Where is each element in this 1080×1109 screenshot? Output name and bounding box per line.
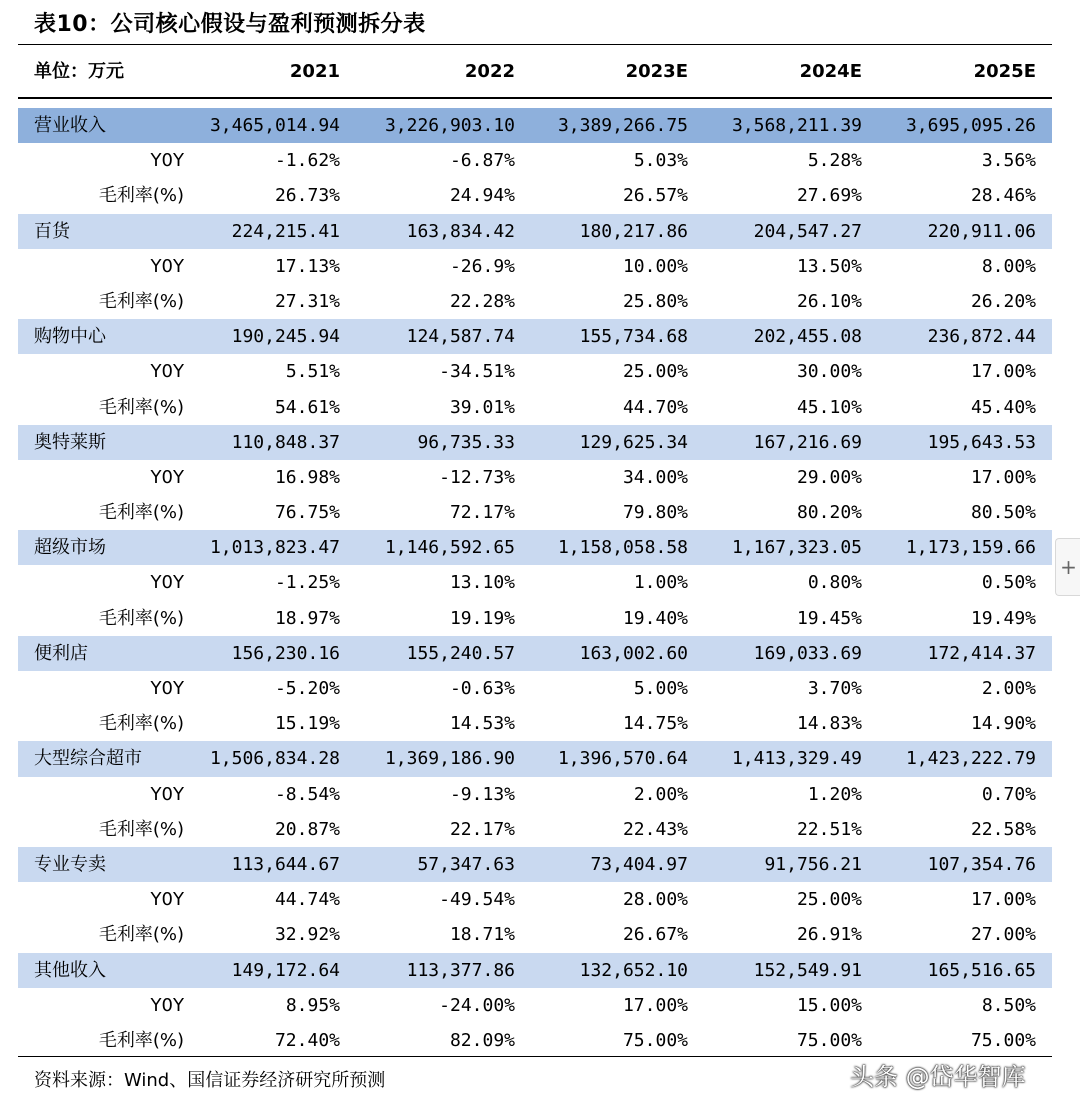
row-label: Y0Y (150, 466, 184, 488)
table-cell: 190,245.94 (231, 326, 340, 348)
table-cell: 8.50% (981, 994, 1036, 1016)
table-cell: -0.63% (449, 678, 515, 699)
table-cell: 15.19% (274, 713, 340, 735)
table-cell: 1.00% (633, 572, 688, 594)
table-cell: 169,033.69 (753, 642, 862, 664)
table-cell: 28.46% (970, 185, 1036, 207)
table-cell: 156,230.16 (231, 642, 340, 664)
table-cell: 0.80% (807, 572, 862, 594)
table-cell: 17.00% (970, 889, 1036, 911)
table-cell: 73,404.97 (590, 853, 688, 875)
table-cell: 16.98% (274, 466, 340, 488)
table-cell: 26.67% (622, 924, 688, 946)
table-cell: 3.56% (981, 150, 1036, 172)
table-cell: 5.28% (807, 150, 862, 172)
table-row-category (18, 953, 1052, 988)
table-cell: 1.20% (807, 783, 862, 805)
table-cell: 24.94% (449, 185, 515, 207)
table-cell: 14.90% (970, 713, 1036, 735)
table-row-category (18, 530, 1052, 565)
table-cell: 82.09% (449, 1029, 515, 1051)
table-row-metric (18, 143, 1052, 178)
table-cell: 72.17% (449, 502, 515, 524)
table-cell: 10.00% (622, 255, 688, 277)
table-title: 表10：公司核心假设与盈利预测拆分表 (34, 12, 426, 37)
row-label: 专业专卖 (34, 853, 106, 875)
table-row-metric (18, 1023, 1052, 1058)
plus-icon: + (1060, 555, 1077, 579)
table-row-metric (18, 917, 1052, 952)
table-cell: 29.00% (796, 466, 862, 488)
table-cell: 1,013,823.47 (209, 537, 340, 559)
table-row-metric (18, 460, 1052, 495)
row-label: 超级市场 (34, 537, 106, 559)
table-cell: 75.00% (970, 1029, 1036, 1051)
table-cell: 3,226,903.10 (384, 115, 515, 136)
table-cell: 44.70% (622, 396, 688, 418)
table-cell: 14.53% (449, 713, 515, 735)
table-cell: 28.00% (622, 889, 688, 911)
row-label: 毛利率(%) (98, 818, 184, 840)
table-row-metric (18, 495, 1052, 530)
table-row-category (18, 108, 1052, 143)
row-label: Y0Y (150, 678, 184, 699)
table-cell: 14.83% (796, 713, 862, 735)
header-year: 2022 (464, 61, 515, 82)
header-rule (18, 97, 1052, 99)
table-row-category (18, 425, 1052, 460)
table-cell: 45.40% (970, 396, 1036, 418)
table-cell: 1,146,592.65 (384, 537, 515, 559)
table-cell: 1,396,570.64 (557, 748, 688, 770)
table-cell: 0.70% (981, 783, 1036, 805)
table-cell: 163,002.60 (579, 642, 688, 664)
table-cell: 8.95% (285, 994, 340, 1016)
table-cell: 113,377.86 (406, 959, 515, 981)
table-cell: 3,465,014.94 (209, 115, 340, 136)
table-cell: 32.92% (274, 924, 340, 946)
table-cell: 57,347.63 (417, 853, 515, 875)
table-header (18, 50, 1052, 96)
table-row-metric (18, 390, 1052, 425)
table-cell: 220,911.06 (927, 220, 1036, 242)
table-cell: -1.62% (274, 150, 340, 172)
table-row-metric (18, 882, 1052, 917)
table-row-category (18, 319, 1052, 354)
table-cell: 15.00% (796, 994, 862, 1016)
table-cell: 20.87% (274, 818, 340, 840)
table-cell: 3,568,211.39 (731, 115, 862, 136)
table-cell: 22.17% (449, 818, 515, 840)
table-cell: 91,756.21 (764, 853, 862, 875)
table-cell: 26.10% (796, 290, 862, 312)
header-year: 2023E (625, 61, 688, 82)
table-cell: 163,834.42 (406, 220, 515, 242)
table-cell: 13.10% (449, 572, 515, 594)
table-row-category (18, 741, 1052, 776)
row-label: Y0Y (150, 783, 184, 805)
table-row-metric (18, 284, 1052, 319)
table-cell: 80.20% (796, 502, 862, 524)
header-year: 2025E (973, 61, 1036, 82)
table-cell: -6.87% (449, 150, 515, 172)
table-row-metric (18, 988, 1052, 1023)
table-cell: 2.00% (981, 678, 1036, 699)
table-cell: 236,872.44 (927, 326, 1036, 348)
table-cell: 22.28% (449, 290, 515, 312)
table-cell: 1,413,329.49 (731, 748, 862, 770)
table-cell: 172,414.37 (927, 642, 1036, 664)
table-cell: 80.50% (970, 502, 1036, 524)
table-cell: -34.51% (439, 361, 515, 383)
row-label: 毛利率(%) (98, 924, 184, 946)
table-cell: 1,423,222.79 (905, 748, 1036, 770)
table-cell: 132,652.10 (579, 959, 688, 981)
table-cell: 25.80% (622, 290, 688, 312)
table-row-metric (18, 777, 1052, 812)
bottom-rule (18, 1056, 1052, 1057)
watermark: 头条 @岱华智库 (850, 1063, 1026, 1091)
table-cell: 1,369,186.90 (384, 748, 515, 770)
table-cell: 19.40% (622, 607, 688, 629)
table-cell: 25.00% (622, 361, 688, 383)
table-cell: 204,547.27 (753, 220, 862, 242)
row-label: 毛利率(%) (98, 396, 184, 418)
table-cell: 18.71% (449, 924, 515, 946)
table-cell: 224,215.41 (231, 220, 340, 242)
table-row-metric (18, 812, 1052, 847)
table-cell: 124,587.74 (406, 326, 515, 348)
row-label: 其他收入 (34, 959, 106, 981)
table-cell: 96,735.33 (417, 431, 515, 453)
row-label: Y0Y (150, 572, 184, 594)
table-cell: 22.43% (622, 818, 688, 840)
table-cell: 54.61% (274, 396, 340, 418)
table-cell: 19.19% (449, 607, 515, 629)
row-label: 毛利率(%) (98, 607, 184, 629)
table-cell: 180,217.86 (579, 220, 688, 242)
table-cell: 27.31% (274, 290, 340, 312)
table-cell: 17.00% (970, 361, 1036, 383)
table-row-category (18, 636, 1052, 671)
table-cell: 155,734.68 (579, 326, 688, 348)
top-rule (18, 44, 1052, 45)
table-cell: 3,389,266.75 (557, 115, 688, 136)
source-note: 资料来源：Wind、国信证券经济研究所预测 (34, 1070, 386, 1091)
table-cell: 13.50% (796, 255, 862, 277)
row-label: 毛利率(%) (98, 1029, 184, 1051)
table-cell: -5.20% (274, 678, 340, 699)
table-row-category (18, 214, 1052, 249)
table-cell: 155,240.57 (406, 642, 515, 664)
table-cell: 5.00% (633, 678, 688, 699)
table-cell: 26.20% (970, 290, 1036, 312)
table-cell: 30.00% (796, 361, 862, 383)
table-row-metric (18, 249, 1052, 284)
table-cell: 27.69% (796, 185, 862, 207)
table-cell: 17.00% (622, 994, 688, 1016)
row-label: 毛利率(%) (98, 185, 184, 207)
table-cell: 45.10% (796, 396, 862, 418)
table-cell: 19.45% (796, 607, 862, 629)
table-row-metric (18, 354, 1052, 389)
table-cell: 5.51% (285, 361, 340, 383)
row-label: 百货 (34, 220, 70, 242)
table-cell: 19.49% (970, 607, 1036, 629)
table-cell: -9.13% (449, 783, 515, 805)
table-cell: 22.58% (970, 818, 1036, 840)
table-cell: 1,173,159.66 (905, 537, 1036, 559)
table-cell: -24.00% (439, 994, 515, 1016)
row-label: 便利店 (34, 642, 88, 664)
table-cell: 17.00% (970, 466, 1036, 488)
table-row-metric (18, 178, 1052, 213)
table-cell: 44.74% (274, 889, 340, 911)
table-cell: 34.00% (622, 466, 688, 488)
table-cell: 26.73% (274, 185, 340, 207)
row-label: Y0Y (150, 994, 184, 1016)
table-cell: 107,354.76 (927, 853, 1036, 875)
row-label: 购物中心 (34, 326, 106, 348)
table-cell: 165,516.65 (927, 959, 1036, 981)
table-cell: 2.00% (633, 783, 688, 805)
row-label: Y0Y (150, 255, 184, 277)
table-cell: -49.54% (439, 889, 515, 911)
table-cell: 17.13% (274, 255, 340, 277)
table-cell: 1,158,058.58 (557, 537, 688, 559)
row-label: 奥特莱斯 (34, 431, 106, 453)
table-cell: -8.54% (274, 783, 340, 805)
table-cell: 25.00% (796, 889, 862, 911)
row-label: 毛利率(%) (98, 290, 184, 312)
table-cell: 167,216.69 (753, 431, 862, 453)
table-cell: 27.00% (970, 924, 1036, 946)
row-label: Y0Y (150, 361, 184, 383)
table-cell: 113,644.67 (231, 853, 340, 875)
table-cell: -12.73% (439, 466, 515, 488)
row-label: 营业收入 (34, 115, 106, 136)
table-cell: 79.80% (622, 502, 688, 524)
table-cell: 3,695,095.26 (905, 115, 1036, 136)
table-cell: 75.00% (796, 1029, 862, 1051)
row-label: Y0Y (150, 150, 184, 172)
unit-label: 单位：万元 (34, 61, 124, 82)
table-cell: -26.9% (449, 255, 515, 277)
table-cell: 149,172.64 (231, 959, 340, 981)
row-label: 毛利率(%) (98, 502, 184, 524)
table-cell: 26.57% (622, 185, 688, 207)
table-row-metric (18, 601, 1052, 636)
table-body (18, 108, 1052, 1058)
table-cell: 5.03% (633, 150, 688, 172)
table-cell: 39.01% (449, 396, 515, 418)
table-row-category (18, 847, 1052, 882)
table-cell: 110,848.37 (231, 431, 340, 453)
table-row-metric (18, 565, 1052, 600)
table-cell: 195,643.53 (927, 431, 1036, 453)
table-row-metric (18, 706, 1052, 741)
table-cell: -1.25% (274, 572, 340, 594)
table-cell: 75.00% (622, 1029, 688, 1051)
table-cell: 202,455.08 (753, 326, 862, 348)
table-cell: 26.91% (796, 924, 862, 946)
header-year: 2021 (289, 61, 340, 82)
table-cell: 8.00% (981, 255, 1036, 277)
table-cell: 76.75% (274, 502, 340, 524)
header-year: 2024E (799, 61, 862, 82)
table-cell: 22.51% (796, 818, 862, 840)
table-cell: 1,167,323.05 (731, 537, 862, 559)
table-cell: 129,625.34 (579, 431, 688, 453)
row-label: 毛利率(%) (98, 713, 184, 735)
table-cell: 3.70% (807, 678, 862, 699)
table-row-metric (18, 671, 1052, 706)
table-cell: 152,549.91 (753, 959, 862, 981)
table-cell: 0.50% (981, 572, 1036, 594)
table-cell: 1,506,834.28 (209, 748, 340, 770)
row-label: Y0Y (150, 889, 184, 911)
row-label: 大型综合超市 (34, 748, 142, 770)
table-cell: 72.40% (274, 1029, 340, 1051)
table-cell: 14.75% (622, 713, 688, 735)
side-expand-button[interactable] (1055, 538, 1080, 596)
table-cell: 18.97% (274, 607, 340, 629)
